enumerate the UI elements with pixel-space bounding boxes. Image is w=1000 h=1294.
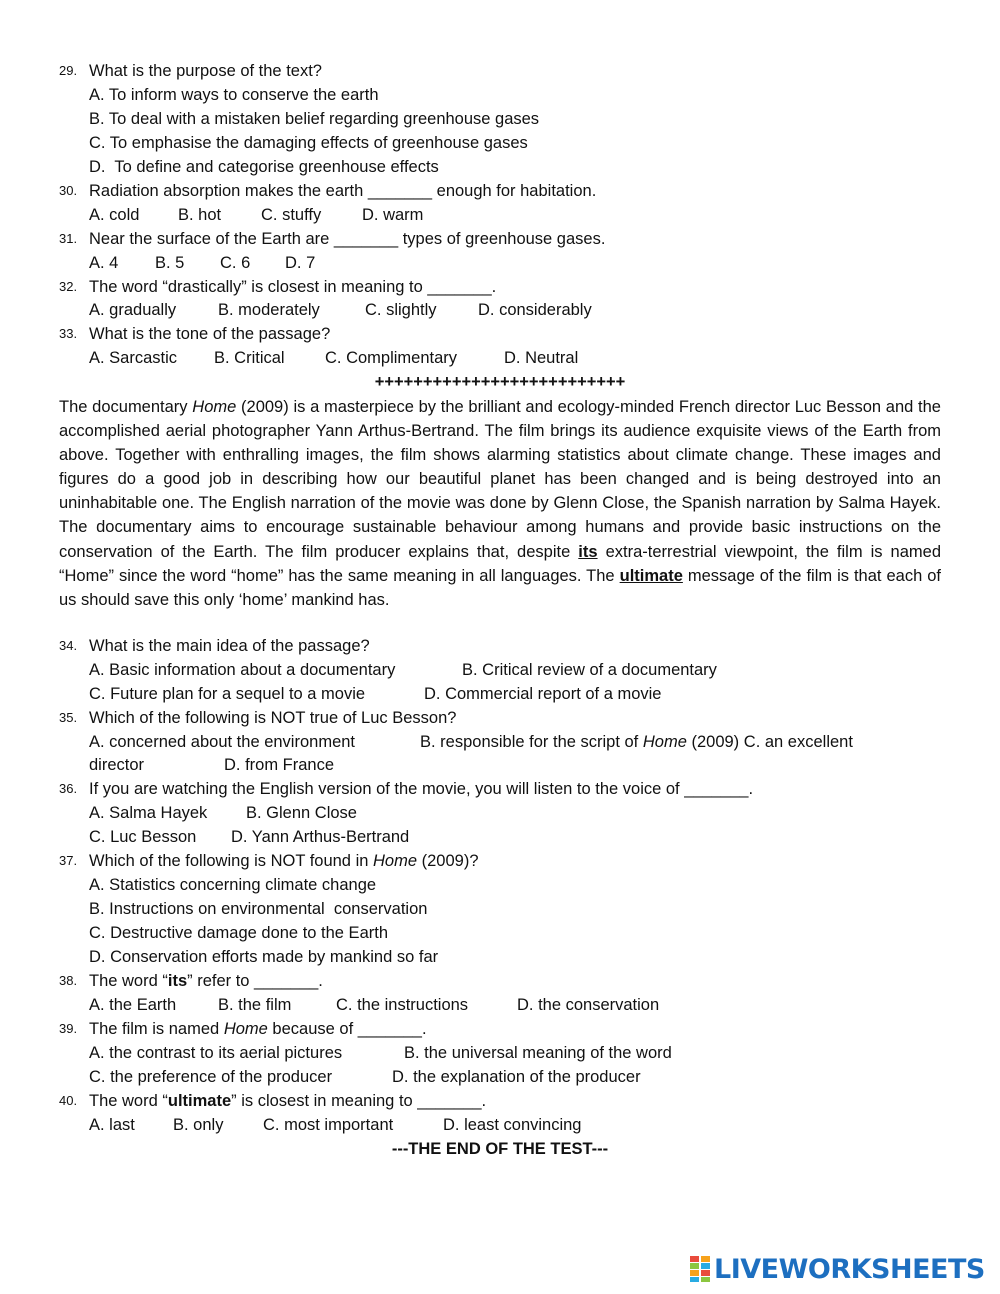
question-number: 37. [59,853,78,868]
option-b: B. responsible for the script of Home (2009) C. an excellent [420,733,853,751]
question-text: Near the surface of the Earth are _______ types of greenhouse gases. [89,230,606,248]
question-number: 40. [59,1093,78,1108]
question-text: Radiation absorption makes the earth _______ enough for habitation. [89,182,597,200]
question-number: 38. [59,973,78,988]
option-d: D. considerably [478,301,592,319]
option-c: C. the instructions [336,996,469,1014]
question-number: 39. [59,1021,78,1036]
bold-word: its [167,972,188,990]
question-number: 29. [59,63,78,78]
option-b: B. Critical review of a documentary [462,661,717,679]
option-c: C. stuffy [261,206,322,224]
film-title: Home [642,733,687,751]
option-b: B. only [173,1116,224,1134]
option-d: D. Yann Arthus-Bertrand [231,828,410,846]
film-title: Home [373,852,418,870]
bold-word: ultimate [167,1092,232,1110]
question-number: 36. [59,781,78,796]
option-a: A. To inform ways to conserve the earth [89,86,379,104]
option-b: B. To deal with a mistaken belief regarding greenhouse gases [89,110,540,128]
option-b: B. hot [178,206,222,224]
passage-highlight-ultimate: ultimate [619,566,683,585]
option-d: D. 7 [285,254,316,272]
question-text: The word “its” refer to _______. [89,972,323,990]
option-b: B. Glenn Close [246,804,357,822]
option-c: C. slightly [365,301,437,319]
option-d: D. warm [362,206,424,224]
option-c: C. Complimentary [325,349,458,367]
section-separator: ++++++++++++++++++++++++++ [374,373,626,391]
option-c: C. Destructive damage done to the Earth [89,924,388,942]
question-text: The word “drastically” is closest in meaning to _______. [89,278,497,296]
option-d: D. least convincing [443,1116,582,1134]
film-title: Home [223,1020,268,1038]
option-a: A. the contrast to its aerial pictures [89,1044,343,1062]
liveworksheets-wordmark: LIVEWORKSHEETS [714,1253,985,1285]
passage-highlight-its: its [578,542,598,561]
option-c: C. To emphasise the damaging effects of greenhouse gases [89,134,528,152]
option-a: A. gradually [89,301,177,319]
question-text: The word “ultimate” is closest in meaning to _______. [89,1092,487,1110]
option-b: B. 5 [155,254,185,272]
passage-film-title: Home [192,398,237,416]
question-text: What is the purpose of the text? [89,62,322,80]
option-d: D. Neutral [504,349,579,367]
option-c: C. Luc Besson [89,828,197,846]
option-d: D. from France [224,756,335,774]
question-text: If you are watching the English version of the movie, you will listen to the voice of _______. [89,780,754,798]
question-text: Which of the following is NOT true of Luc Besson? [89,709,457,727]
option-b: B. the universal meaning of the word [404,1044,672,1062]
question-number: 31. [59,231,78,246]
question-number: 35. [59,710,78,725]
option-d: D. the conservation [517,996,660,1014]
question-number: 33. [59,326,78,341]
option-b: B. Instructions on environmental conservation [89,900,428,918]
passage-part-3: extra-terrestrial viewpoint, the film is named “Home” since the word “home” has the same meaning in all languages. The [59,542,941,585]
option-d: D. To define and categorise greenhouse effects [89,158,439,176]
option-c: C. 6 [220,254,251,272]
option-a: A. Statistics concerning climate change [89,876,377,894]
end-of-test: ---THE END OF THE TEST--- [391,1140,609,1158]
question-text: What is the tone of the passage? [89,325,331,343]
option-a: A. cold [89,206,140,224]
option-b: B. moderately [218,301,320,319]
liveworksheets-logo [690,1253,985,1285]
option-a: A. 4 [89,254,119,272]
option-a: A. the Earth [89,996,177,1014]
option-a: A. concerned about the environment [89,733,356,751]
option-b: B. the film [218,996,292,1014]
passage-part-1: The documentary [59,398,188,416]
option-c: C. the preference of the producer [89,1068,333,1086]
question-number: 34. [59,638,78,653]
liveworksheets-logo-icon [690,1256,710,1282]
passage-part-4: message of the film is that each of us should save this only ‘home’ mankind has. [59,566,941,609]
question-number: 32. [59,279,78,294]
option-a: A. last [89,1116,135,1134]
passage-part-2: (2009) is a masterpiece by the brilliant and ecology-minded French director Luc Besson and the accomplished aerial photographer Yann Arthus-Bertrand. The film brings its audience exquisite views of the Earth from above. Together with enthralling images, the film shows alarming statistics about climate change. These images and figures do a good job in describing how our beautiful planet has been changed and is being destroyed into an uninhabitable one. The English narration of the movie was done by Glenn Close, the Spanish narration by Salma Hayek. The documentary aims to encourage sustainable behaviour among humans and provide basic instructions on the conservation of the Earth. The film producer explains that, despite [59,398,941,561]
option-c: C. most important [263,1116,394,1134]
option-d: D. Conservation efforts made by mankind so far [89,948,439,966]
option-a: A. Sarcastic [89,349,178,367]
question-number: 30. [59,183,78,198]
reading-passage [59,395,941,612]
option-d: D. the explanation of the producer [392,1068,641,1086]
option-a: A. Basic information about a documentary [89,661,396,679]
option-a: A. Salma Hayek [89,804,208,822]
question-text: Which of the following is NOT found in Home (2009)? [89,852,479,870]
option-c: C. an excellent [743,733,853,751]
question-text: What is the main idea of the passage? [89,637,370,655]
option-c-continued: director [89,756,145,774]
question-text: The film is named Home because of _______. [89,1020,427,1038]
option-d: D. Commercial report of a movie [424,685,662,703]
option-c: C. Future plan for a sequel to a movie [89,685,366,703]
option-b: B. Critical [214,349,285,367]
